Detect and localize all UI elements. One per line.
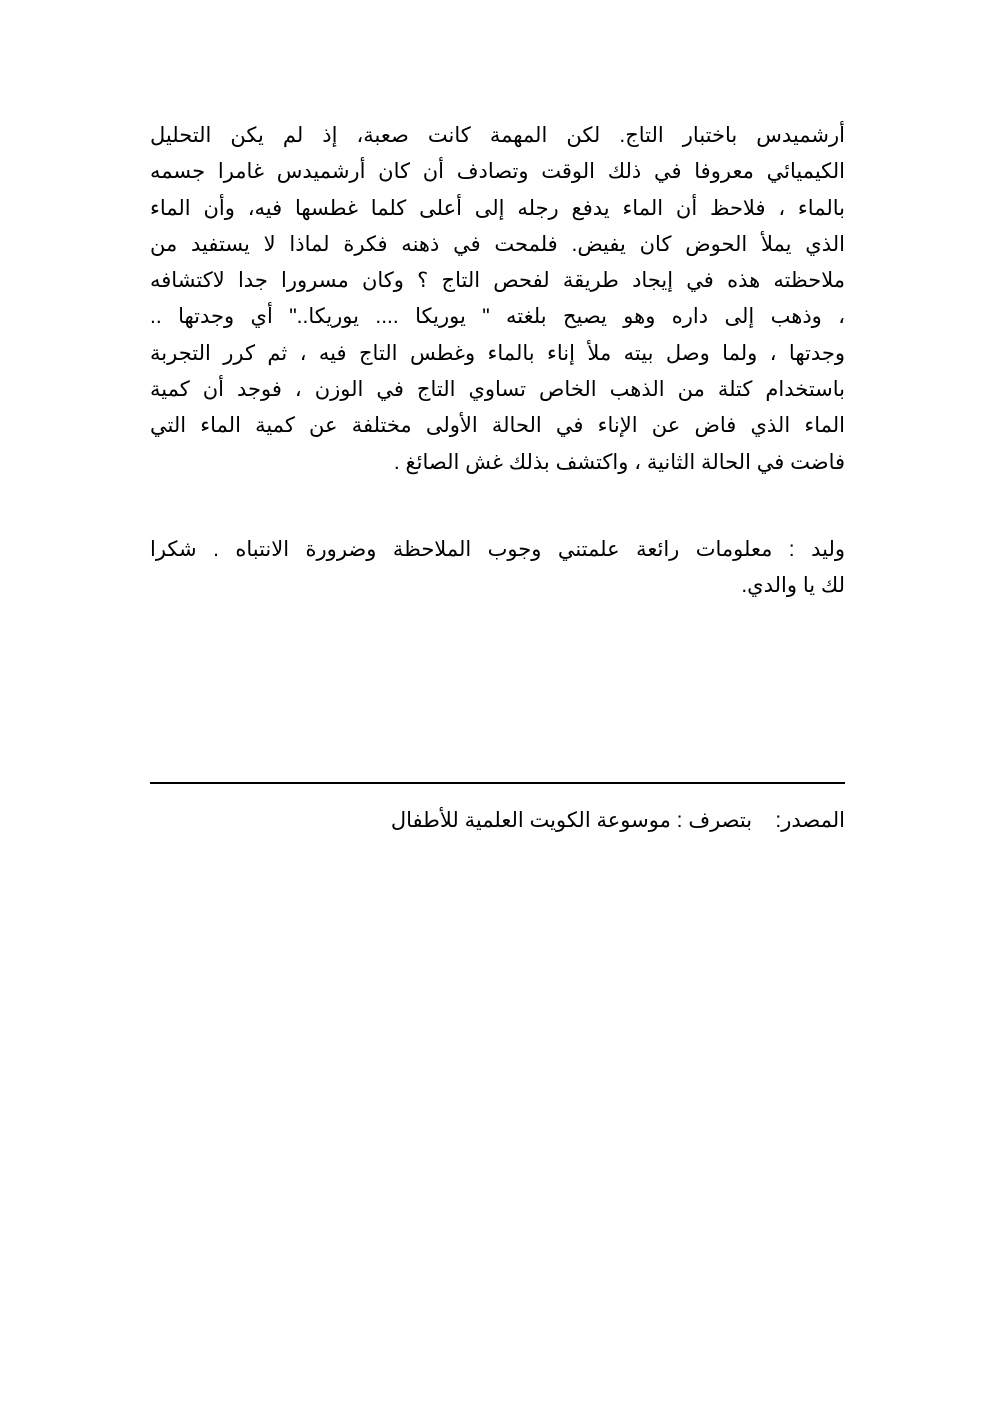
text-line: أرشميدس باختبار التاج. لكن المهمة كانت صعبة، إذ لم يكن التحليل bbox=[150, 124, 845, 147]
main-paragraph bbox=[150, 118, 845, 481]
text-line: وجدتها ، ولما وصل بيته ملأ إناء بالماء وغطس التاج فيه ، ثم كرر التجربة bbox=[150, 341, 845, 365]
text-line: فاضت في الحالة الثانية ، واكتشف بذلك غش الصائغ . bbox=[393, 450, 845, 474]
closing-paragraph bbox=[150, 532, 845, 605]
text-line: ملاحظته هذه في إيجاد طريقة لفحص التاج ؟ وكان مسرورا جدا لاكتشافه bbox=[150, 269, 845, 293]
text-line: وليد : معلومات رائعة علمتني وجوب الملاحظة وضرورة الانتباه . شكرا bbox=[150, 538, 845, 561]
text-line: باستخدام كتلة من الذهب الخاص تساوي التاج في الوزن ، فوجد أن كمية bbox=[150, 378, 845, 402]
source-footnote: المصدر: بتصرف : موسوعة الكويت العلمية للأطفال bbox=[390, 809, 845, 832]
text-line: ، وذهب إلى داره وهو يصيح بلغته " يوريكا .... يوريكا.." أي وجدتها .. bbox=[150, 305, 845, 329]
text-line: الذي يملأ الحوض كان يفيض. فلمحت في ذهنه فكرة لماذا لا يستفيد من bbox=[150, 232, 845, 256]
text-line: بالماء ، فلاحظ أن الماء يدفع رجله إلى أعلى كلما غطسها فيه، وأن الماء bbox=[150, 196, 845, 220]
text-line: لك يا والدي. bbox=[741, 574, 845, 598]
footnote-divider bbox=[150, 782, 845, 784]
text-line: الماء الذي فاض عن الإناء في الحالة الأولى مختلفة عن كمية الماء التي bbox=[150, 414, 845, 438]
text-line: الكيميائي معروفا في ذلك الوقت وتصادف أن كان أرشميدس غامرا جسمه bbox=[150, 160, 845, 184]
